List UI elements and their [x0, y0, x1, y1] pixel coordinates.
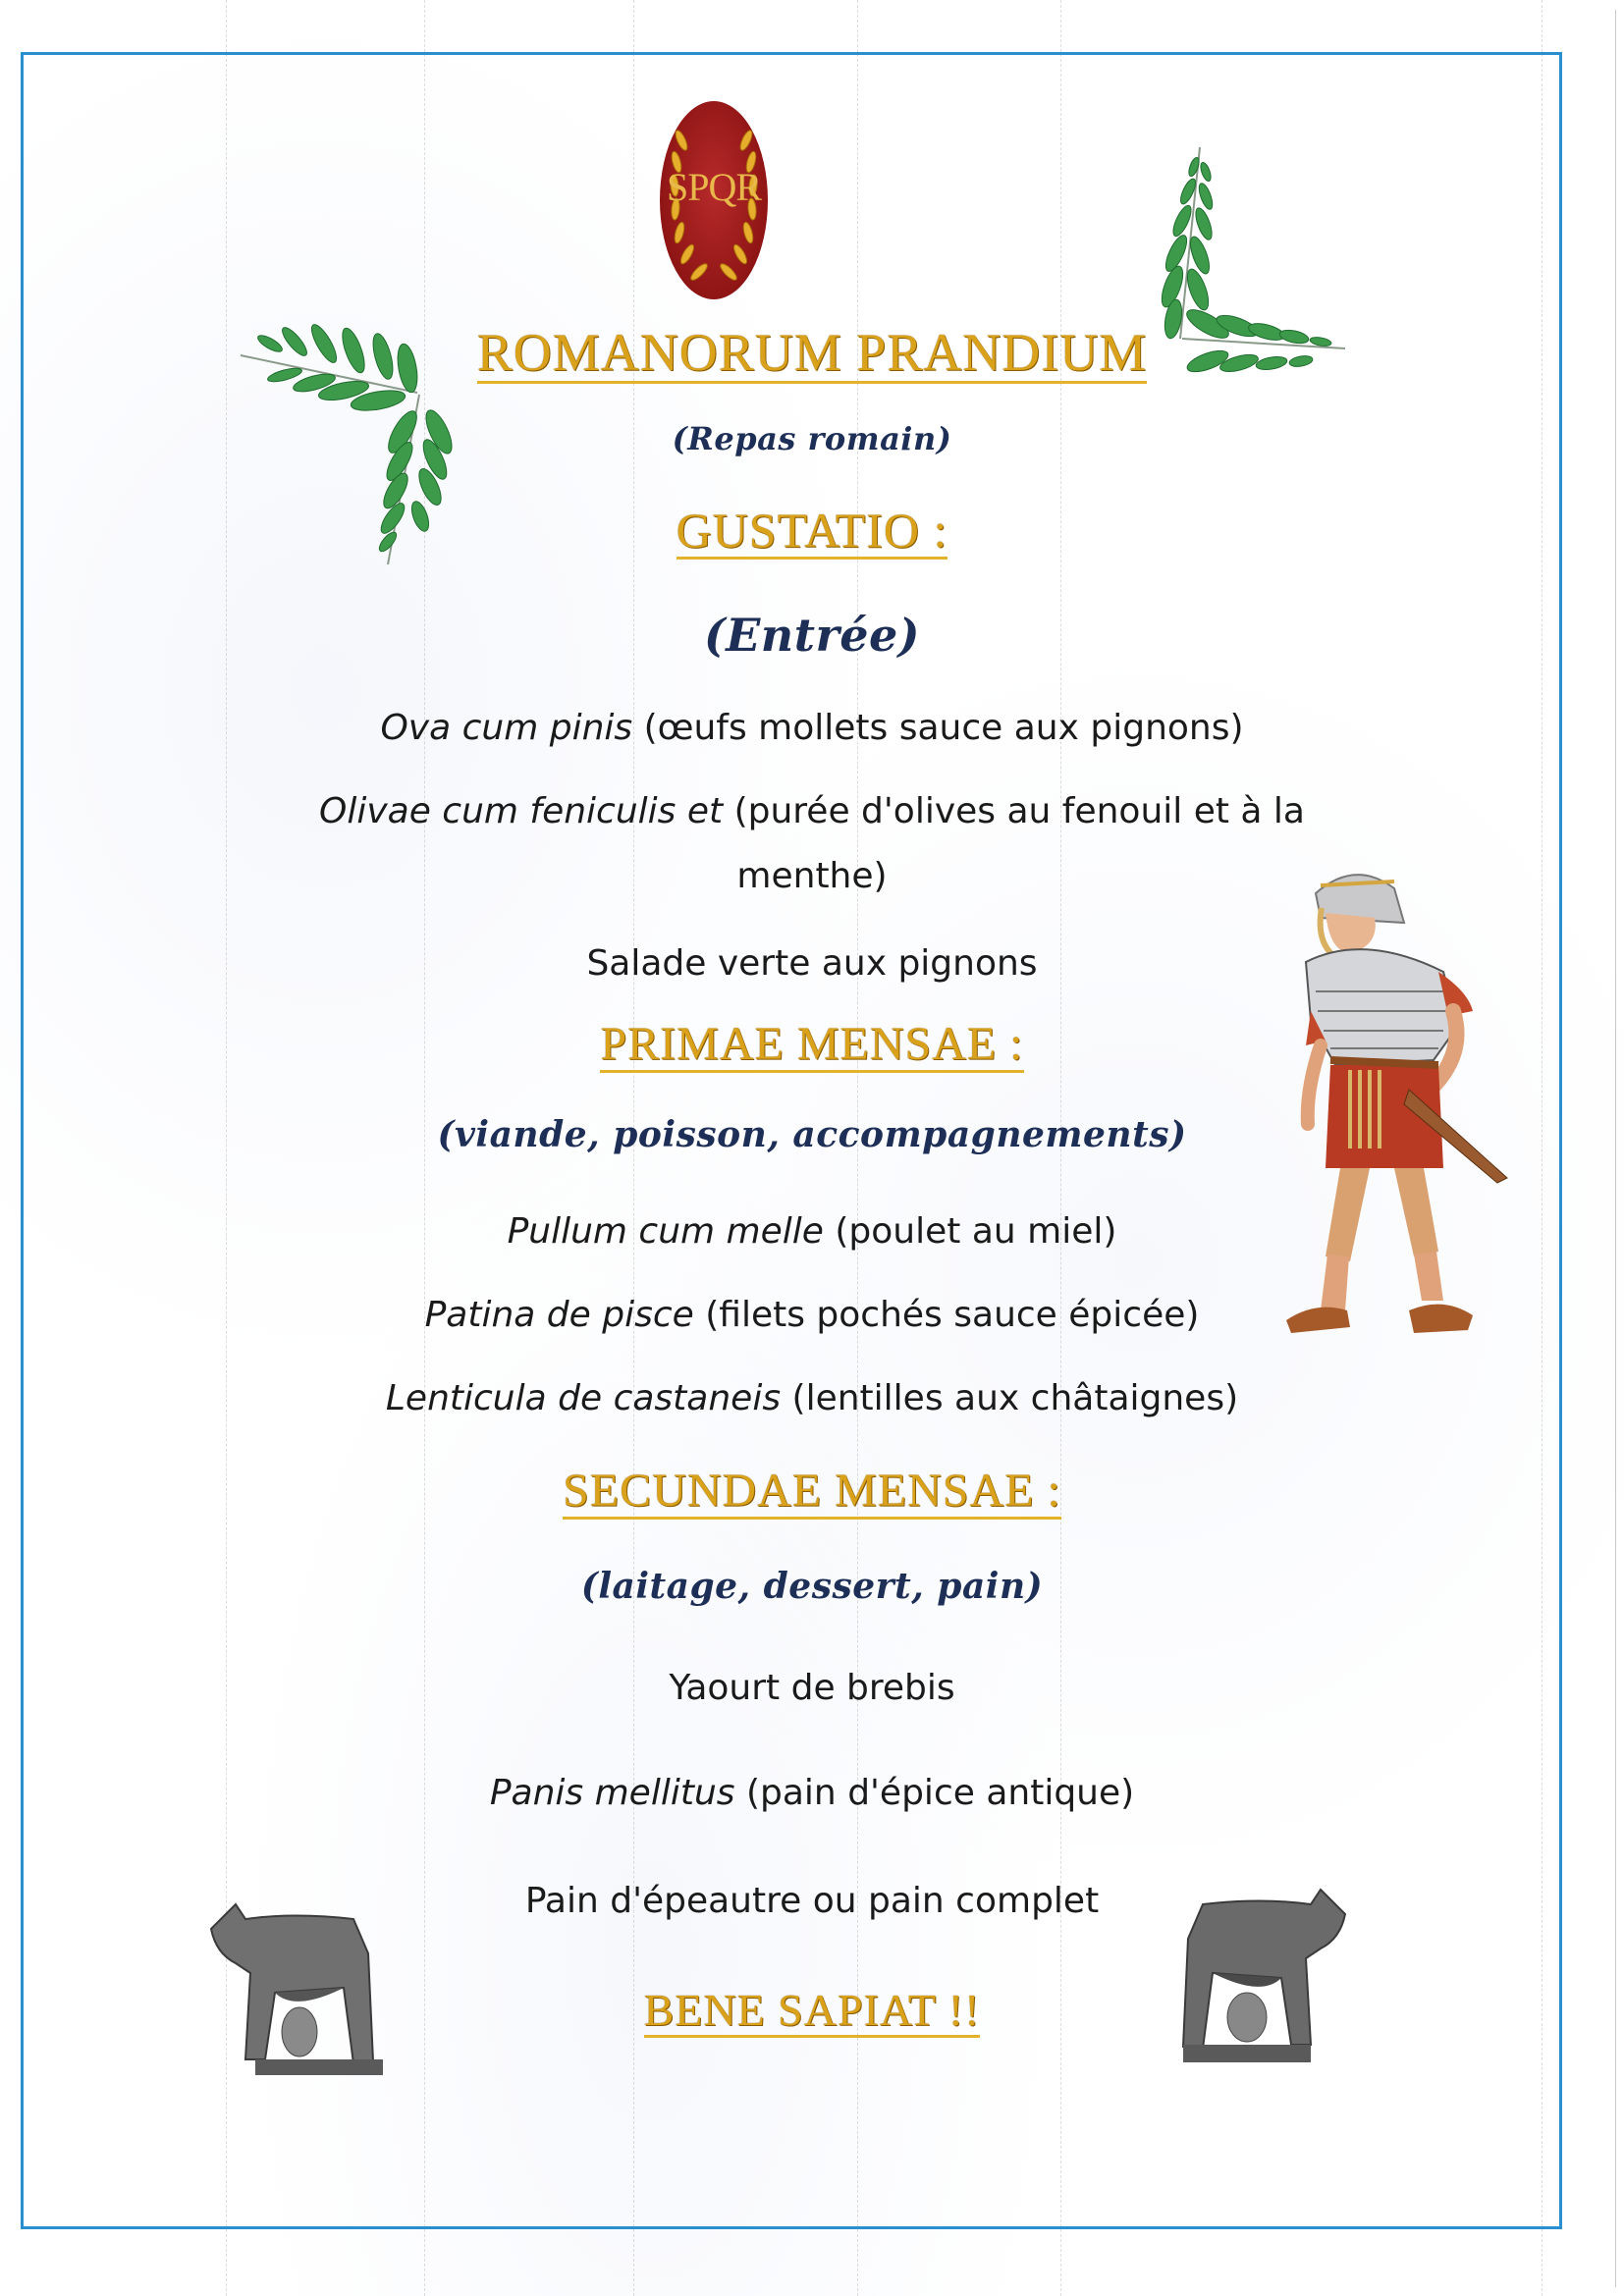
dish-french-name: (poulet au miel) [835, 1211, 1117, 1252]
dish-french-name: Yaourt de brebis [669, 1668, 955, 1708]
section-heading: SECUNDAE MENSAE : [563, 1468, 1061, 1520]
dish-french-name: (œufs mollets sauce aux pignons) [643, 708, 1244, 748]
dish-latin-name: Ova cum pinis [380, 708, 633, 748]
closing-text: BENE SAPIAT !! [644, 1988, 981, 2038]
dish-french-name: Salade verte aux pignons [586, 943, 1038, 984]
section-heading: PRIMAE MENSAE : [600, 1021, 1023, 1073]
dish-french-name: (filets pochés sauce épicée) [705, 1295, 1200, 1335]
dish-latin-name: Olivae cum feniculis et [318, 791, 724, 831]
section-subheading: (laitage, dessert, pain) [580, 1566, 1044, 1607]
dish-french-name: (purée d'olives au fenouil et à la [733, 791, 1305, 831]
dish-latin-name: Patina de pisce [424, 1295, 694, 1335]
section-gustatio [0, 503, 1624, 560]
menu-item [0, 1662, 1624, 1715]
menu-subtitle: (Repas romain) [672, 420, 952, 457]
spqr-text: SPQR [666, 165, 762, 209]
dish-french-name: menthe) [736, 856, 888, 896]
dish-latin-name: Pullum cum melle [507, 1211, 824, 1252]
capitoline-wolf-left-icon [206, 1895, 432, 2081]
subtitle-block [0, 420, 1624, 457]
section-subheading: (viande, poisson, accompagnements) [437, 1114, 1187, 1155]
menu-item [0, 1372, 1624, 1425]
capitoline-wolf-right-icon [1124, 1880, 1350, 2066]
spqr-seal-icon [660, 101, 768, 299]
section-subheading-block [0, 609, 1624, 662]
section-heading: GUSTATIO : [676, 503, 948, 558]
dish-french-name: Pain d'épeautre ou pain complet [524, 1881, 1100, 1921]
dish-french-name: (pain d'épice antique) [745, 1773, 1135, 1813]
menu-item [0, 785, 1624, 838]
menu-item [0, 702, 1624, 755]
title-block [0, 323, 1624, 384]
section-subheading: (Entrée) [703, 609, 921, 662]
section-subheading-block [0, 1566, 1624, 1607]
menu-title: ROMANORUM PRANDIUM [476, 323, 1148, 382]
roman-soldier-icon [1247, 864, 1522, 1355]
dish-latin-name: Panis mellitus [489, 1773, 735, 1813]
menu-item [0, 1767, 1624, 1820]
dish-french-name: (lentilles aux châtaignes) [791, 1378, 1239, 1418]
section-secundae-mensae [0, 1465, 1624, 1520]
dish-latin-name: Lenticula de castaneis [385, 1378, 782, 1418]
